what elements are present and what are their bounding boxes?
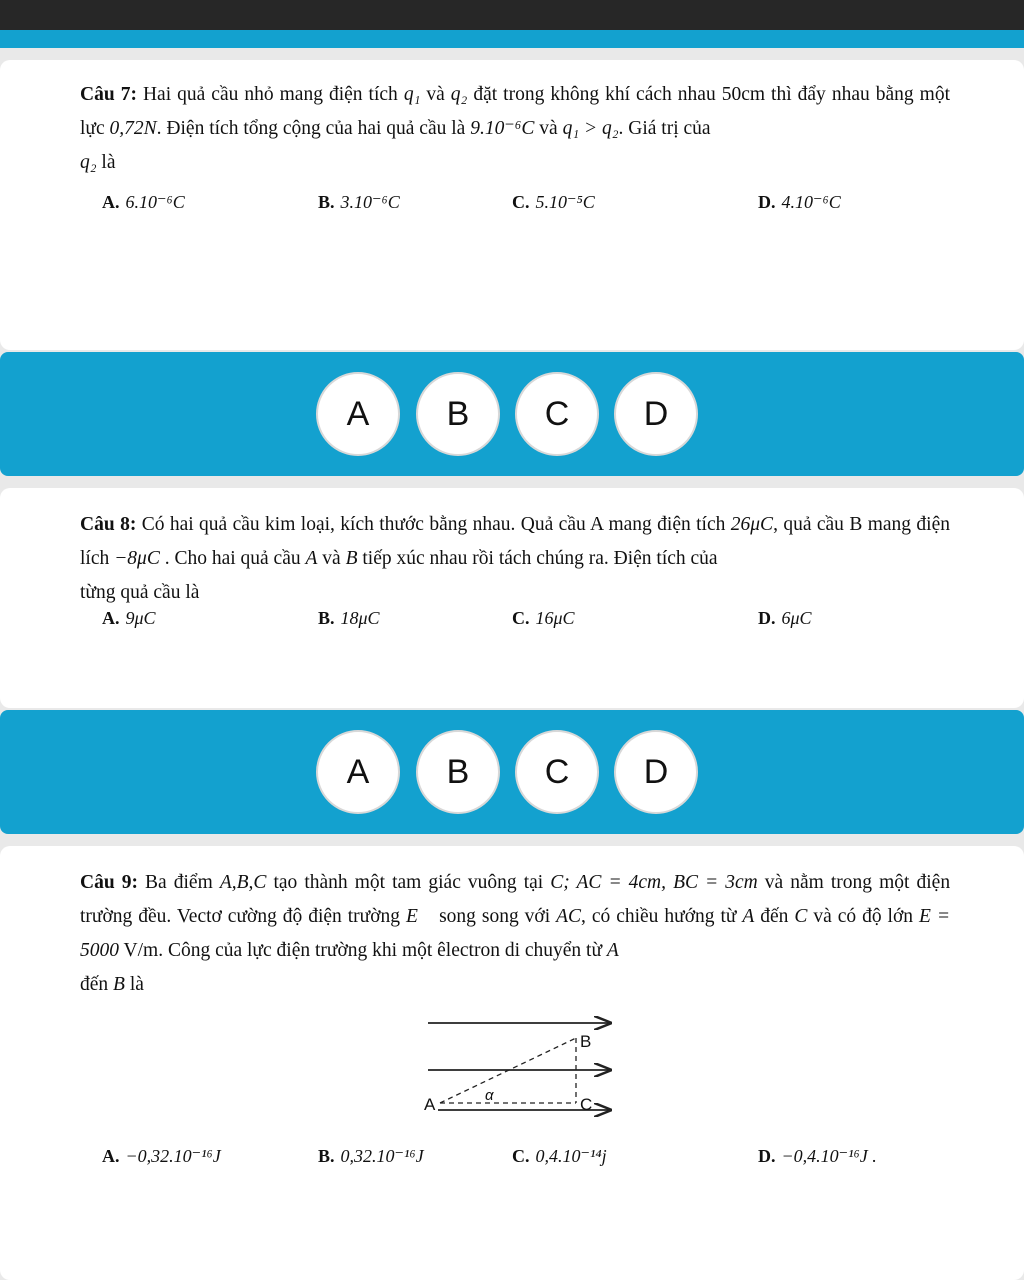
question-8-label: Câu 8: xyxy=(80,514,137,535)
q7-option-c: C. 5.10⁻⁵C xyxy=(512,192,595,212)
alpha-label: α xyxy=(485,1087,494,1104)
top-bar xyxy=(0,0,1024,30)
answer-b-button[interactable]: B xyxy=(416,372,500,456)
q7-option-b: B. 3.10⁻⁶C xyxy=(318,192,400,212)
point-a-label: A xyxy=(424,1095,436,1114)
question-9-label: Câu 9: xyxy=(80,872,138,893)
q9-option-b: B. 0,32.10⁻¹⁶J xyxy=(318,1146,424,1166)
q7-option-d: D. 4.10⁻⁶C xyxy=(758,192,841,212)
answer-c-button[interactable]: C xyxy=(515,372,599,456)
point-c-label: C xyxy=(580,1095,593,1114)
answer-b-button[interactable]: B xyxy=(416,730,500,814)
q7-option-a: A. 6.10⁻⁶C xyxy=(102,192,185,212)
q9-option-d: D. −0,4.10⁻¹⁶J . xyxy=(758,1146,877,1166)
point-b-label: B xyxy=(580,1032,592,1051)
q9-option-a: A. −0,32.10⁻¹⁶J xyxy=(102,1146,221,1166)
answer-row-7 xyxy=(0,352,1024,476)
question-8-text: Câu 8: Có hai quả cầu kim loại, kích thước bằng nhau. Quả cầu A mang điện tích 26μC, quả cầu B mang điện lích −8μC . Cho hai quả cầu A và B tiếp xúc nhau rồi tách chúng ra. Điện tích của từng quả cầu là xyxy=(80,514,951,603)
teal-strip-top xyxy=(0,30,1024,48)
question-9-text: Câu 9: Ba điểm A,B,C tạo thành một tam giác vuông tại C; AC = 4cm, BC = 3cm và nằm trong một điện trường đều. Vectơ cường độ điện trường E⃗ song song với AC, có chiều hướng từ A đến C và có độ lớn E = 5000 V/m. Công của lực điện trường khi một êlectron di chuyển từ A đến B là xyxy=(80,872,951,995)
answer-a-button[interactable]: A xyxy=(316,372,400,456)
question-card-7 xyxy=(0,60,1024,350)
answer-d-button[interactable]: D xyxy=(614,372,698,456)
q8-option-b: B. 18μC xyxy=(318,608,380,628)
q9-option-c: C. 0,4.10⁻¹⁴j xyxy=(512,1146,607,1166)
q8-option-a: A. 9μC xyxy=(102,608,156,628)
answer-a-button[interactable]: A xyxy=(316,730,400,814)
answer-c-button[interactable]: C xyxy=(515,730,599,814)
question-7-text: Câu 7: Hai quả cầu nhỏ mang điện tích q₁ và q₂ đặt trong không khí cách nhau 50cm thì đẩy nhau bằng một lực 0,72N. Điện tích tổng cộng của hai quả cầu là 9.10⁻⁶C và q₁ > q₂. Giá trị của q₂ là xyxy=(80,84,951,173)
q8-option-d: D. 6μC xyxy=(758,608,812,628)
question-7-label: Câu 7: xyxy=(80,84,137,105)
answer-row-8 xyxy=(0,710,1024,834)
question-card-8 xyxy=(0,488,1024,708)
answer-d-button[interactable]: D xyxy=(614,730,698,814)
q8-option-c: C. 16μC xyxy=(512,608,575,628)
triangle-field-diagram xyxy=(410,990,640,1130)
